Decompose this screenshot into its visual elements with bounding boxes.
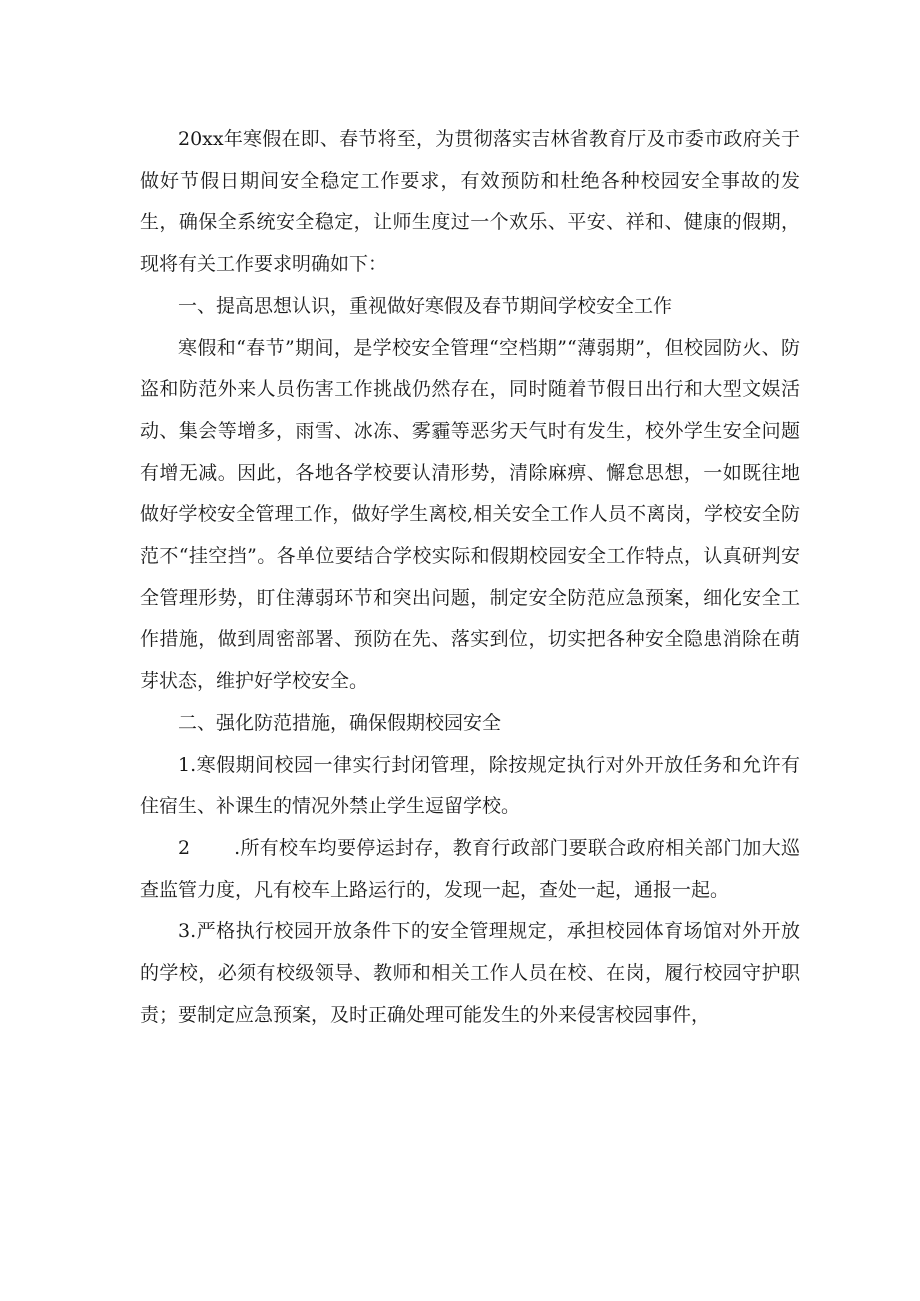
list-item-2 bbox=[140, 828, 800, 911]
list-item-1 bbox=[140, 745, 800, 828]
list-item-3-number: 3 bbox=[178, 920, 191, 943]
section-heading-2: 二、强化防范措施，确保假期校园安全 bbox=[178, 711, 502, 734]
list-item-2-number: 2 bbox=[178, 836, 191, 859]
section-1-paragraph: 寒假和“春节”期间，是学校安全管理“空档期”“薄弱期”，但校园防火、防盗和防范外来人员伤害工作挑战仍然存在，同时随着节假日出行和大型文娱活动、集会等增多，雨雪、冰冻、雾霾等恶劣天气时有发生，校外学生安全问题有增无减。因此，各地各学校要认清形势，清除麻痹、懈怠思想，一如既往地做好学校安全管理工作，做好学生离校,相关安全工作人员不离岗，学校安全防范不“挂空挡”。各单位要结合学校实际和假期校园安全工作特点，认真研判安全管理形势，盯住薄弱环节和突出问题，制定安全防范应急预案，细化安全工作措施，做到周密部署、预防在先、落实到位，切实把各种安全隐患消除在萌芽状态，维护好学校安全。 bbox=[140, 336, 800, 693]
list-item-2-text: .所有校车均要停运封存，教育行政部门要联合政府相关部门加大巡查监管力度，凡有校车上路运行的，发现一起，查处一起，通报一起。 bbox=[140, 836, 800, 901]
list-item-3 bbox=[140, 911, 800, 1036]
intro-paragraph: 20xx年寒假在即、春节将至，为贯彻落实吉林省教育厅及市委市政府关于做好节假日期间安全稳定工作要求，有效预防和杜绝各种校园安全事故的发生，确保全系统安全稳定，让师生度过一个欢乐、平安、祥和、健康的假期，现将有关工作要求明确如下： bbox=[140, 128, 800, 276]
section-heading-1: 一、提高思想认识，重视做好寒假及春节期间学校安全工作 bbox=[178, 294, 673, 317]
document-body bbox=[140, 119, 800, 1036]
list-item-1-number: 1 bbox=[178, 753, 191, 776]
list-item-1-text: .寒假期间校园一律实行封闭管理，除按规定执行对外开放任务和允许有住宿生、补课生的情况外禁止学生逗留学校。 bbox=[140, 753, 800, 818]
list-item-3-text: .严格执行校园开放条件下的安全管理规定，承担校园体育场馆对外开放的学校，必须有校级领导、教师和相关工作人员在校、在岗，履行校园守护职责；要制定应急预案，及时正确处理可能发生的外来侵害校园事件， bbox=[140, 920, 800, 1026]
